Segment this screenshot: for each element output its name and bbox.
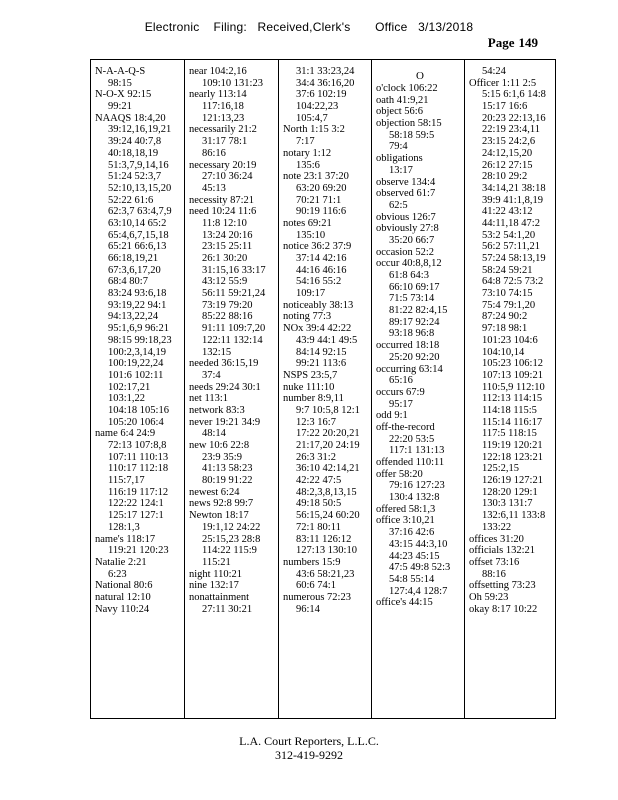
index-page-refs: 101:23 104:6 — [482, 334, 538, 346]
index-page-refs: 27:11 30:21 — [202, 603, 253, 615]
index-page-refs: 37:16 42:6 — [389, 527, 435, 539]
index-entry: objection 58:15 — [376, 118, 442, 130]
index-page-refs: 48:14 — [202, 428, 226, 440]
index-page-refs: 127:13 130:10 — [296, 545, 357, 557]
index-page-refs: 105:4,7 — [296, 112, 328, 124]
index-page-refs: 22:19 23:4,11 — [482, 124, 540, 136]
index-page-refs: 44:11,18 47:2 — [482, 217, 540, 229]
index-page-refs: 126:19 127:21 — [482, 475, 543, 487]
filing-stamp-header: Electronic Filing: Received,Clerk's Office 3/13/2018 — [144, 20, 474, 34]
index-page-refs: 20:23 22:13,16 — [482, 112, 546, 124]
index-page-refs: 56:11 59:21,24 — [202, 288, 266, 300]
index-page-refs: 42:22 47:5 — [296, 475, 342, 487]
index-entry: obvious 126:7 — [376, 211, 436, 223]
index-page-refs: 27:10 36:24 — [202, 171, 253, 183]
index-page-refs: 105:20 106:4 — [108, 416, 164, 428]
index-page-refs: 63:20 69:20 — [296, 182, 347, 194]
index-page-refs: 86:16 — [202, 147, 226, 159]
index-page-refs: 73:10 74:15 — [482, 288, 533, 300]
index-column-1 — [91, 60, 185, 718]
index-page-refs: 84:14 92:15 — [296, 346, 347, 358]
index-page-refs: 45:13 — [202, 182, 226, 194]
index-entry: Navy 110:24 — [95, 603, 150, 615]
index-entry: Oh 59:23 — [469, 591, 509, 603]
index-page-refs: 109:17 — [296, 288, 326, 300]
index-entry: National 80:6 — [95, 580, 153, 592]
index-page-refs: 100:2,3,14,19 — [108, 346, 167, 358]
index-page-refs: 49:18 50:5 — [296, 498, 342, 510]
index-page-refs: 70:21 71:1 — [296, 194, 342, 206]
index-entry: off-the-record — [376, 421, 435, 433]
index-page-refs: 121:13,23 — [202, 112, 245, 124]
index-page-refs: 62:5 — [389, 199, 408, 211]
index-entry: odd 9:1 — [376, 410, 408, 422]
index-page-refs: 109:10 131:23 — [202, 77, 263, 89]
index-page-refs: 114:22 115:9 — [202, 545, 257, 557]
index-page-refs: 112:13 114:15 — [482, 393, 543, 405]
section-letter: O — [416, 70, 424, 82]
index-entry: obligations — [376, 153, 423, 165]
index-page-refs: 44:16 46:16 — [296, 264, 347, 276]
index-entry: North 1:15 3:2 — [283, 124, 345, 136]
index-page-refs: 35:20 66:7 — [389, 234, 435, 246]
index-entry: offsetting 73:23 — [469, 580, 536, 592]
page-label: Page — [487, 35, 515, 50]
index-entry: need 10:24 11:6 — [189, 206, 257, 218]
index-page-refs: 75:4 79:1,20 — [482, 299, 536, 311]
index-column-3 — [279, 60, 372, 718]
index-page-refs: 36:10 42:14,21 — [296, 463, 360, 475]
index-entry: office 3:10,21 — [376, 515, 435, 527]
index-page-refs: 72:13 107:8,8 — [108, 440, 167, 451]
index-page-refs: 54:8 55:14 — [389, 573, 435, 585]
index-entry: notary 1:12 — [283, 147, 332, 159]
index-page-refs: 9:7 10:5,8 12:1 — [296, 404, 360, 416]
index-page-refs: 95:1,6,9 96:21 — [108, 323, 169, 335]
page-number — [484, 35, 538, 51]
index-page-refs: 128:1,3 — [108, 521, 140, 533]
index-page-refs: 6:23 — [108, 568, 127, 580]
index-entry: number 8:9,11 — [283, 393, 344, 405]
index-entry: offended 110:11 — [376, 457, 445, 468]
index-entry: necessary 20:19 — [189, 159, 257, 171]
index-page-refs: 28:10 29:2 — [482, 171, 528, 183]
index-page-refs: 87:24 90:2 — [482, 311, 528, 323]
index-page-refs: 97:18 98:1 — [482, 323, 528, 335]
index-entry: Officer 1:11 2:5 — [469, 77, 537, 89]
index-page-refs: 21:17,20 24:19 — [296, 440, 360, 451]
index-page-refs: 90:19 116:6 — [296, 206, 347, 218]
index-page-refs: 114:18 115:5 — [482, 404, 537, 416]
index-entry: news 92:8 99:7 — [189, 498, 254, 510]
index-page-refs: 22:20 53:5 — [389, 433, 435, 445]
index-page-refs: 23:15 25:11 — [202, 241, 253, 253]
index-entry: offered 58:1,3 — [376, 503, 436, 515]
page-number-value: 149 — [518, 35, 538, 50]
index-page-refs: 48:2,3,8,13,15 — [296, 486, 357, 498]
index-entry: needed 36:15,19 — [189, 358, 259, 370]
index-page-refs: 65:16 — [389, 375, 413, 387]
index-page-refs: 34:4 36:16,20 — [296, 77, 355, 89]
index-entry: necessarily 21:2 — [189, 124, 257, 136]
index-page-refs: 44:23 45:15 — [389, 550, 440, 562]
index-page-refs: 5:15 6:1,6 14:8 — [482, 89, 546, 101]
index-page-refs: 51:3,7,9,14,16 — [108, 159, 169, 171]
index-page-refs: 95:17 — [389, 398, 413, 410]
index-page-refs: 65:21 66:6,13 — [108, 241, 167, 253]
index-page-refs: 61:8 64:3 — [389, 270, 429, 281]
index-page-refs: 117:16,18 — [202, 101, 244, 113]
index-entry: network 83:3 — [189, 404, 245, 416]
index-page-refs: 58:24 59:21 — [482, 264, 533, 276]
index-page-refs: 64:8 72:5 73:2 — [482, 276, 544, 288]
index-entry: name's 118:17 — [95, 533, 156, 545]
index-page-refs: 47:5 49:8 52:3 — [389, 562, 451, 574]
index-page-refs: 105:23 106:12 — [482, 358, 543, 370]
index-page-refs: 52:22 61:6 — [108, 194, 154, 206]
index-entry: observed 61:7 — [376, 188, 436, 200]
index-page-refs: 43:9 44:1 49:5 — [296, 334, 358, 346]
index-page-refs: 122:11 132:14 — [202, 334, 263, 346]
index-page-refs: 132:6,11 133:8 — [482, 510, 546, 522]
index-page-refs: 57:24 58:13,19 — [482, 253, 546, 264]
index-page-refs: 31:15,16 33:17 — [202, 264, 266, 276]
index-entry: NOx 39:4 42:22 — [283, 323, 352, 335]
index-page-refs: 115:21 — [202, 556, 231, 568]
index-page-refs: 43:12 55:9 — [202, 276, 248, 288]
index-page-refs: 43:6 58:21,23 — [296, 568, 355, 580]
index-page-refs: 31:17 78:1 — [202, 136, 248, 148]
index-page-refs: 54:24 — [482, 66, 506, 77]
index-page-refs: 125:2,15 — [482, 463, 520, 475]
index-page-refs: 103:1,22 — [108, 393, 146, 405]
index-entry: note 23:1 37:20 — [283, 171, 349, 183]
index-page-refs: 23:9 35:9 — [202, 451, 242, 463]
index-page-refs: 26:12 27:15 — [482, 159, 533, 171]
index-page-refs: 66:18,19,21 — [108, 253, 159, 264]
index-entry: offer 58:20 — [376, 468, 423, 480]
index-page-refs: 19:1,12 24:22 — [202, 521, 261, 533]
index-entry: new 10:6 22:8 — [189, 440, 250, 451]
index-entry: net 113:1 — [189, 393, 228, 405]
index-entry: nuke 111:10 — [283, 381, 335, 393]
index-page-refs: 79:4 — [389, 141, 408, 153]
index-page-refs: 119:21 120:23 — [108, 545, 169, 557]
index-entry: occasion 52:2 — [376, 246, 435, 258]
index-page-refs: 104:22,23 — [296, 101, 339, 113]
index-entry: name 6:4 24:9 — [95, 428, 156, 440]
index-page-refs: 117:1 131:13 — [389, 445, 445, 457]
index-page-refs: 104:10,14 — [482, 346, 525, 358]
index-page-refs: 127:4,4 128:7 — [389, 585, 448, 597]
index-page-refs: 60:6 74:1 — [296, 580, 336, 592]
index-page-refs: 39:9 41:1,8,19 — [482, 194, 543, 206]
index-entry: numerous 72:23 — [283, 591, 351, 603]
index-page-refs: 15:17 16:6 — [482, 101, 528, 113]
index-page-refs: 56:15,24 60:20 — [296, 510, 360, 522]
index-page-refs: 96:14 — [296, 603, 320, 615]
index-page-refs: 122:18 123:21 — [482, 451, 543, 463]
index-page-refs: 85:22 88:16 — [202, 311, 253, 323]
index-page-refs: 17:22 20:20,21 — [296, 428, 360, 440]
index-page-refs: 71:5 73:14 — [389, 293, 435, 305]
index-entry: NAAQS 18:4,20 — [95, 112, 166, 124]
index-entry: nine 132:17 — [189, 580, 239, 592]
index-page-refs: 13:24 20:16 — [202, 229, 253, 241]
index-page-refs: 107:11 110:13 — [108, 451, 169, 463]
index-page-refs: 98:15 99:18,23 — [108, 334, 172, 346]
index-entry: office's 44:15 — [376, 597, 433, 609]
index-entry: nonattainment — [189, 591, 250, 603]
index-entry: notice 36:2 37:9 — [283, 241, 352, 253]
index-page-refs: 11:8 12:10 — [202, 217, 247, 229]
index-page-refs: 102:17,21 — [108, 381, 151, 393]
index-entry: offset 73:16 — [469, 556, 520, 568]
index-entry: o'clock 106:22 — [376, 83, 438, 94]
index-page-refs: 83:11 126:12 — [296, 533, 352, 545]
index-page-refs: 65:4,6,7,15,18 — [108, 229, 169, 241]
index-entry: offices 31:20 — [469, 533, 524, 545]
index-page-refs: 54:16 55:2 — [296, 276, 342, 288]
index-page-refs: 53:2 54:1,20 — [482, 229, 536, 241]
index-entry: near 104:2,16 — [189, 66, 247, 77]
index-page-refs: 132:15 — [202, 346, 232, 358]
index-page-refs: 107:13 109:21 — [482, 369, 543, 381]
index-entry: occur 40:8,8,12 — [376, 258, 442, 270]
index-entry: oath 41:9,21 — [376, 94, 429, 106]
index-page-refs: 39:24 40:7,8 — [108, 136, 162, 148]
index-page-refs: 67:3,6,17,20 — [108, 264, 161, 276]
index-page-refs: 79:16 127:23 — [389, 480, 445, 492]
index-page-refs: 58:18 59:5 — [389, 129, 435, 141]
index-page-refs: 62:3,7 63:4,7,9 — [108, 206, 172, 218]
index-page-refs: 94:13,22,24 — [108, 311, 159, 323]
index-column-5 — [465, 60, 557, 718]
index-page-refs: 110:17 112:18 — [108, 463, 169, 475]
index-page-refs: 117:5 118:15 — [482, 428, 537, 440]
index-entry: nearly 113:14 — [189, 89, 247, 101]
index-page-refs: 115:7,17 — [108, 475, 145, 487]
index-page-refs: 66:10 69:17 — [389, 281, 440, 293]
index-page-refs: 81:22 82:4,15 — [389, 305, 448, 317]
index-entry: Natalie 2:21 — [95, 556, 147, 568]
index-page-refs: 119:19 120:21 — [482, 440, 543, 451]
index-page-refs: 52:10,13,15,20 — [108, 182, 172, 194]
index-page-refs: 72:1 80:11 — [296, 521, 341, 533]
index-page-refs: 133:22 — [482, 521, 512, 533]
index-entry: numbers 15:9 — [283, 556, 341, 568]
index-page-refs: 68:4 80:7 — [108, 276, 148, 288]
index-page-refs: 73:19 79:20 — [202, 299, 253, 311]
index-entry: N-A-A-Q-S — [95, 66, 146, 77]
index-entry: occurred 18:18 — [376, 340, 440, 352]
index-page-refs: 56:2 57:11,21 — [482, 241, 540, 253]
index-entry: necessity 87:21 — [189, 194, 255, 206]
index-page-refs: 104:18 105:16 — [108, 404, 169, 416]
index-page-refs: 128:20 129:1 — [482, 486, 538, 498]
index-page-refs: 130:4 132:8 — [389, 492, 440, 504]
index-page-refs: 13:17 — [389, 164, 413, 176]
index-entry: noticeably 38:13 — [283, 299, 354, 311]
index-entry: notes 69:21 — [283, 217, 332, 229]
index-page-refs: 116:19 117:12 — [108, 486, 169, 498]
index-page-refs: 12:3 16:7 — [296, 416, 336, 428]
index-page-refs: 100:19,22,24 — [108, 358, 164, 370]
index-entry: natural 12:10 — [95, 591, 151, 603]
index-entry: obviously 27:8 — [376, 223, 439, 235]
word-index-table — [90, 59, 556, 719]
index-page-refs: 37:4 — [202, 369, 221, 381]
index-page-refs: 130:3 131:7 — [482, 498, 533, 510]
index-page-refs: 83:24 93:6,18 — [108, 288, 167, 300]
index-page-refs: 40:18,18,19 — [108, 147, 159, 159]
index-entry: N-O-X 92:15 — [95, 89, 152, 101]
index-page-refs: 99:21 113:6 — [296, 358, 347, 370]
court-reporter-phone: 312-419-9292 — [275, 748, 343, 762]
index-page-refs: 98:15 — [108, 77, 132, 89]
index-page-refs: 135:10 — [296, 229, 326, 241]
index-page-refs: 37:6 102:19 — [296, 89, 347, 101]
index-entry: noting 77:3 — [283, 311, 332, 323]
index-page-refs: 89:17 92:24 — [389, 316, 440, 328]
index-column-2 — [185, 60, 279, 718]
index-page-refs: 122:22 124:1 — [108, 498, 164, 510]
index-entry: officials 132:21 — [469, 545, 536, 557]
index-entry: observe 134:4 — [376, 176, 436, 188]
index-entry: night 110:21 — [189, 568, 242, 580]
index-page-refs: 93:18 96:8 — [389, 328, 435, 340]
index-page-refs: 80:19 91:22 — [202, 475, 253, 487]
index-page-refs: 135:6 — [296, 159, 320, 171]
index-page-refs: 37:14 42:16 — [296, 253, 347, 264]
index-page-refs: 91:11 109:7,20 — [202, 323, 266, 335]
index-page-refs: 125:17 127:1 — [108, 510, 164, 522]
index-page-refs: 43:15 44:3,10 — [389, 538, 448, 550]
index-page-refs: 31:1 33:23,24 — [296, 66, 355, 77]
index-page-refs: 26:3 31:2 — [296, 451, 336, 463]
index-page-refs: 101:6 102:11 — [108, 369, 164, 381]
index-page-refs: 41:13 58:23 — [202, 463, 253, 475]
index-page-refs: 88:16 — [482, 568, 506, 580]
index-entry: never 19:21 34:9 — [189, 416, 261, 428]
index-entry: occurs 67:9 — [376, 386, 425, 398]
index-page-refs: 25:15,23 28:8 — [202, 533, 261, 545]
index-entry: Newton 18:17 — [189, 510, 249, 522]
index-page-refs: 110:5,9 112:10 — [482, 381, 545, 393]
court-reporter-name: L.A. Court Reporters, L.L.C. — [239, 734, 379, 748]
index-entry: okay 8:17 10:22 — [469, 603, 538, 615]
index-page-refs: 93:19,22 94:1 — [108, 299, 167, 311]
index-entry: needs 29:24 30:1 — [189, 381, 261, 393]
index-entry: occurring 63:14 — [376, 363, 443, 375]
index-entry: newest 6:24 — [189, 486, 240, 498]
index-page-refs: 41:22 43:12 — [482, 206, 533, 218]
index-entry: NSPS 23:5,7 — [283, 369, 338, 381]
index-page-refs: 51:24 52:3,7 — [108, 171, 162, 183]
index-page-refs: 7:17 — [296, 136, 315, 148]
index-entry: object 56:6 — [376, 106, 423, 118]
index-page-refs: 23:15 24:2,6 — [482, 136, 536, 148]
index-page-refs: 115:14 116:17 — [482, 416, 543, 428]
index-page-refs: 63:10,14 65:2 — [108, 217, 167, 229]
index-page-refs: 25:20 92:20 — [389, 351, 440, 363]
index-page-refs: 26:1 30:20 — [202, 253, 248, 264]
index-page-refs: 24:12,15,20 — [482, 147, 533, 159]
index-page-refs: 34:14,21 38:18 — [482, 182, 546, 194]
index-column-4 — [372, 60, 465, 718]
index-page-refs: 39:12,16,19,21 — [108, 124, 172, 136]
index-page-refs: 99:21 — [108, 101, 132, 113]
